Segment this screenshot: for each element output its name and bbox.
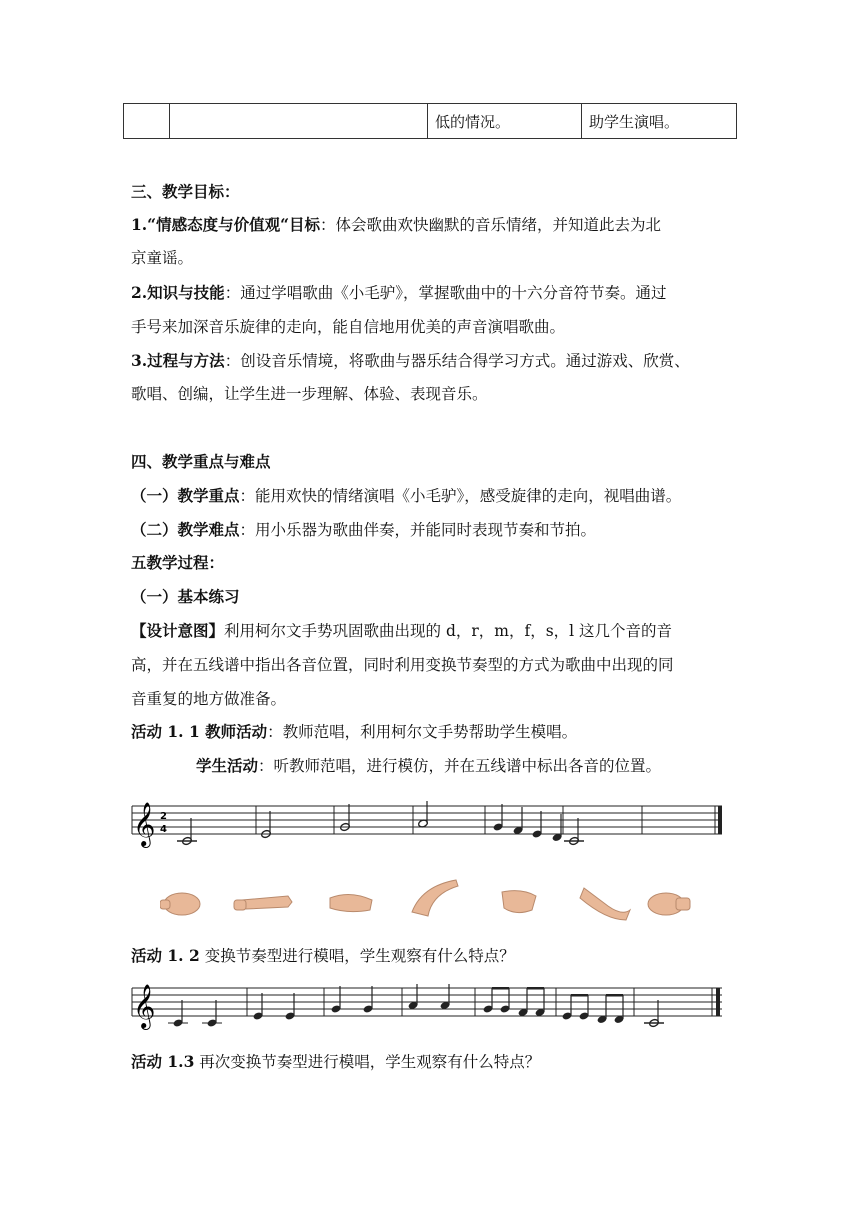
sol-hand-icon — [502, 891, 536, 913]
re-hand-icon — [234, 896, 292, 910]
key-label: （一）教学重点 — [131, 486, 240, 505]
paragraph — [131, 486, 681, 506]
paragraph — [131, 621, 672, 641]
do-hand-icon — [648, 893, 690, 915]
goal-text: ：体会歌曲欢快幽默的音乐情绪，并知道此去为北 — [320, 216, 662, 234]
table-cell — [170, 104, 428, 139]
treble-clef-icon: 𝄞 — [133, 802, 156, 846]
section-heading: 三、教学目标： — [131, 182, 240, 201]
goal-label: 3.过程与方法 — [131, 351, 225, 370]
table-cell: 低的情况。 — [428, 104, 582, 139]
paragraph: 歌唱、创编，让学生进一步理解、体验、表现音乐。 — [131, 385, 488, 403]
section-heading: 四、教学重点与难点 — [131, 452, 271, 471]
curwen-hand-signs — [160, 876, 700, 926]
la-hand-icon — [580, 888, 630, 920]
time-signature-top: 2 — [160, 811, 167, 822]
do-hand-icon — [160, 893, 200, 915]
goal-text: ：创设音乐情境，将歌曲与器乐结合得学习方式。通过游戏、欣赏、 — [224, 352, 690, 370]
design-text: 利用柯尔文手势巩固歌曲出现的 d，r，m，f，s，l 这几个音的音 — [224, 622, 673, 640]
activity-label: 活动 1.3 — [131, 1052, 195, 1071]
paragraph — [131, 283, 666, 303]
activity-text: ：听教师范唱，进行模仿，并在五线谱中标出各音的位置。 — [258, 757, 662, 775]
table-cell: 助学生演唱。 — [582, 104, 737, 139]
paragraph — [196, 756, 661, 776]
difficulty-label: （二）教学难点 — [131, 520, 240, 539]
paragraph — [131, 520, 596, 540]
music-staff-1 — [130, 800, 730, 848]
treble-clef-icon: 𝄞 — [133, 984, 156, 1028]
paragraph: 京童谣。 — [131, 249, 194, 267]
activity-text: 变换节奏型进行模唱，学生观察有什么特点？ — [199, 947, 515, 965]
activity-text: 再次变换节奏型进行模唱，学生观察有什么特点？ — [194, 1053, 541, 1071]
continuation-table — [123, 103, 737, 139]
paragraph — [131, 351, 690, 371]
paragraph — [131, 946, 515, 966]
paragraph: 音重复的地方做准备。 — [131, 690, 287, 708]
time-signature-bottom: 4 — [160, 824, 167, 835]
paragraph — [131, 722, 577, 742]
design-label: 【设计意图】 — [131, 621, 225, 640]
activity-label: 学生活动 — [196, 756, 259, 775]
goal-text: ：通过学唱歌曲《小毛驴》，掌握歌曲中的十六分音符节奏。通过 — [224, 284, 667, 302]
subheading: （一）基本练习 — [131, 587, 240, 606]
activity-text: ：教师范唱，利用柯尔文手势帮助学生模唱。 — [267, 723, 578, 741]
activity-label: 活动 1. 2 — [131, 946, 200, 965]
table-cell — [124, 104, 170, 139]
paragraph — [131, 1052, 540, 1072]
paragraph: 手号来加深音乐旋律的走向，能自信地用优美的声音演唱歌曲。 — [131, 318, 566, 336]
table-row — [124, 104, 737, 139]
paragraph: 高，并在五线谱中指出各音位置，同时利用变换节奏型的方式为歌曲中出现的同 — [131, 656, 674, 674]
fa-hand-icon — [412, 880, 458, 916]
music-staff-2 — [130, 984, 730, 1032]
activity-label: 活动 1. 1 教师活动 — [131, 722, 268, 741]
paragraph — [131, 215, 661, 235]
mi-hand-icon — [330, 894, 372, 911]
section-heading: 五教学过程： — [131, 553, 225, 572]
difficulty-text: ：用小乐器为歌曲伴奏，并能同时表现节奏和节拍。 — [239, 521, 597, 539]
key-text: ：能用欢快的情绪演唱《小毛驴》，感受旋律的走向，视唱曲谱。 — [239, 487, 682, 505]
goal-label: 1.“情感态度与价值观“目标 — [131, 215, 321, 234]
goal-label: 2.知识与技能 — [131, 283, 225, 302]
